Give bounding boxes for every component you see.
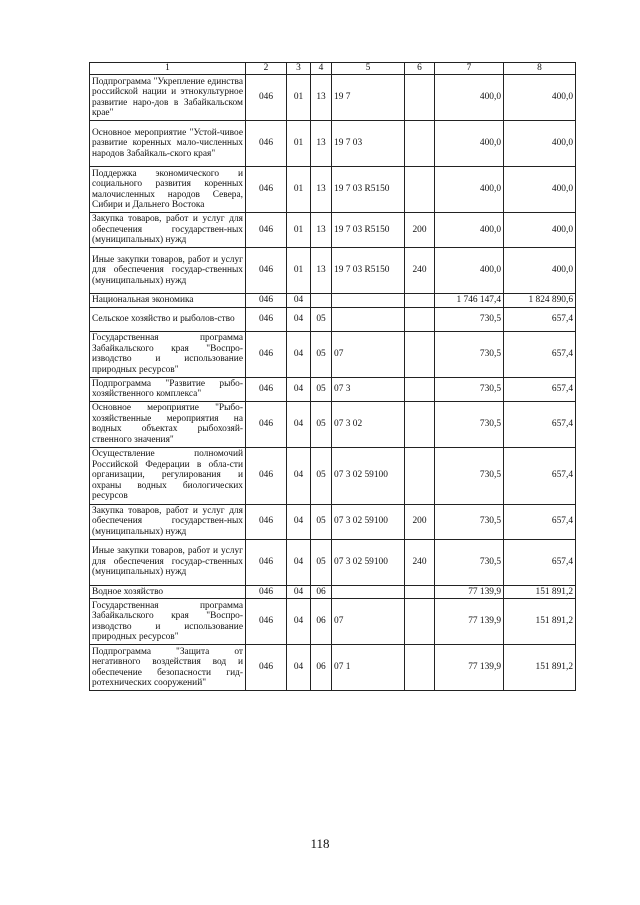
gov-code-cell: 046 [246, 585, 287, 599]
row-name-cell: Основное мероприятие "Рыбо-хозяйственные мероприятия на водных объектах рыбохозяй-ственного значения" [90, 401, 246, 447]
table-row [90, 447, 576, 504]
section-cell: 04 [287, 645, 311, 691]
table-row [90, 377, 576, 401]
header-cell: 6 [405, 63, 435, 75]
amount-year2-cell: 657,4 [504, 504, 576, 539]
table-row [90, 248, 576, 294]
row-name-cell: Подпрограмма "Развитие рыбо-хозяйственного комплекса" [90, 377, 246, 401]
target-code-cell [332, 307, 405, 331]
expense-type-cell: 240 [405, 539, 435, 585]
subsection-cell: 05 [311, 447, 332, 504]
section-cell: 01 [287, 213, 311, 248]
target-code-cell [332, 294, 405, 308]
row-name-cell: Государственная программа Забайкальского края "Воспро-изводство и использование природных ресурсов" [90, 599, 246, 645]
amount-year1-cell: 400,0 [435, 248, 504, 294]
section-cell: 01 [287, 248, 311, 294]
table-row [90, 585, 576, 599]
amount-year1-cell: 1 746 147,4 [435, 294, 504, 308]
target-code-cell: 07 [332, 331, 405, 377]
subsection-cell [311, 294, 332, 308]
table-row [90, 294, 576, 308]
expense-type-cell [405, 307, 435, 331]
amount-year1-cell: 730,5 [435, 401, 504, 447]
row-name-cell: Иные закупки товаров, работ и услуг для обеспечения государ-ственных (муниципальных) нужд [90, 539, 246, 585]
amount-year1-cell: 400,0 [435, 167, 504, 213]
table-row [90, 645, 576, 691]
amount-year1-cell: 730,5 [435, 504, 504, 539]
gov-code-cell: 046 [246, 539, 287, 585]
row-name-cell: Сельское хозяйство и рыболов-ство [90, 307, 246, 331]
subsection-cell: 05 [311, 401, 332, 447]
gov-code-cell: 046 [246, 377, 287, 401]
row-name-cell: Государственная программа Забайкальского края "Воспро-изводство и использование природных ресурсов" [90, 331, 246, 377]
row-name-cell: Водное хозяйство [90, 585, 246, 599]
amount-year2-cell: 151 891,2 [504, 599, 576, 645]
section-cell: 04 [287, 307, 311, 331]
subsection-cell: 13 [311, 213, 332, 248]
row-name-cell: Закупка товаров, работ и услуг для обеспечения государствен-ных (муниципальных) нужд [90, 504, 246, 539]
expense-type-cell: 200 [405, 213, 435, 248]
row-name-cell: Осуществление полномочий Российской Федерации в обла-сти организации, регулирования и охраны водных биологических ресурсов [90, 447, 246, 504]
target-code-cell: 07 1 [332, 645, 405, 691]
amount-year2-cell: 657,4 [504, 331, 576, 377]
header-cell: 4 [311, 63, 332, 75]
expense-type-cell [405, 167, 435, 213]
gov-code-cell: 046 [246, 167, 287, 213]
header-cell: 3 [287, 63, 311, 75]
expense-type-cell [405, 645, 435, 691]
subsection-cell: 05 [311, 307, 332, 331]
amount-year2-cell: 657,4 [504, 447, 576, 504]
expense-type-cell: 240 [405, 248, 435, 294]
expense-type-cell [405, 121, 435, 167]
amount-year1-cell: 730,5 [435, 331, 504, 377]
target-code-cell [332, 585, 405, 599]
expense-type-cell [405, 294, 435, 308]
row-name-cell: Поддержка экономического и социального развития коренных малочисленных народов Севера, Сибири и Дальнего Востока [90, 167, 246, 213]
amount-year2-cell: 657,4 [504, 539, 576, 585]
gov-code-cell: 046 [246, 121, 287, 167]
expense-type-cell [405, 377, 435, 401]
amount-year1-cell: 77 139,9 [435, 585, 504, 599]
section-cell: 01 [287, 75, 311, 121]
target-code-cell: 19 7 03 R5150 [332, 167, 405, 213]
subsection-cell: 05 [311, 504, 332, 539]
expense-type-cell [405, 585, 435, 599]
gov-code-cell: 046 [246, 599, 287, 645]
target-code-cell: 07 3 02 [332, 401, 405, 447]
subsection-cell: 13 [311, 121, 332, 167]
header-cell: 1 [90, 63, 246, 75]
amount-year2-cell: 657,4 [504, 377, 576, 401]
section-cell: 04 [287, 599, 311, 645]
target-code-cell: 19 7 03 R5150 [332, 248, 405, 294]
section-cell: 04 [287, 539, 311, 585]
amount-year2-cell: 400,0 [504, 248, 576, 294]
section-cell: 04 [287, 585, 311, 599]
table-row [90, 307, 576, 331]
section-cell: 04 [287, 401, 311, 447]
table-row [90, 213, 576, 248]
gov-code-cell: 046 [246, 307, 287, 331]
target-code-cell: 07 [332, 599, 405, 645]
gov-code-cell: 046 [246, 75, 287, 121]
subsection-cell: 06 [311, 599, 332, 645]
subsection-cell: 05 [311, 539, 332, 585]
amount-year1-cell: 730,5 [435, 377, 504, 401]
gov-code-cell: 046 [246, 331, 287, 377]
gov-code-cell: 046 [246, 213, 287, 248]
subsection-cell: 05 [311, 377, 332, 401]
table-row [90, 331, 576, 377]
expense-type-cell [405, 331, 435, 377]
row-name-cell: Национальная экономика [90, 294, 246, 308]
expense-type-cell: 200 [405, 504, 435, 539]
table-row [90, 539, 576, 585]
expense-type-cell [405, 75, 435, 121]
section-cell: 04 [287, 504, 311, 539]
amount-year1-cell: 730,5 [435, 307, 504, 331]
header-cell: 7 [435, 63, 504, 75]
row-name-cell: Основное мероприятие "Устой-чивое развитие коренных мало-численных народов Забайкаль-ского края" [90, 121, 246, 167]
target-code-cell: 19 7 [332, 75, 405, 121]
amount-year2-cell: 151 891,2 [504, 585, 576, 599]
gov-code-cell: 046 [246, 248, 287, 294]
amount-year1-cell: 77 139,9 [435, 645, 504, 691]
budget-table [89, 62, 576, 691]
amount-year1-cell: 77 139,9 [435, 599, 504, 645]
section-cell: 04 [287, 377, 311, 401]
target-code-cell: 07 3 02 59100 [332, 504, 405, 539]
page-number: 118 [310, 836, 330, 851]
gov-code-cell: 046 [246, 401, 287, 447]
section-cell: 01 [287, 167, 311, 213]
gov-code-cell: 046 [246, 645, 287, 691]
row-name-cell: Закупка товаров, работ и услуг для обеспечения государствен-ных (муниципальных) нужд [90, 213, 246, 248]
amount-year2-cell: 151 891,2 [504, 645, 576, 691]
row-name-cell: Подпрограмма "Укрепление единства российской нации и этнокультурное развитие наро-дов в Забайкальском крае" [90, 75, 246, 121]
amount-year2-cell: 400,0 [504, 75, 576, 121]
gov-code-cell: 046 [246, 447, 287, 504]
gov-code-cell: 046 [246, 294, 287, 308]
subsection-cell: 06 [311, 585, 332, 599]
expense-type-cell [405, 599, 435, 645]
table-row [90, 504, 576, 539]
amount-year1-cell: 730,5 [435, 539, 504, 585]
amount-year1-cell: 400,0 [435, 75, 504, 121]
subsection-cell: 06 [311, 645, 332, 691]
amount-year1-cell: 400,0 [435, 213, 504, 248]
section-cell: 04 [287, 331, 311, 377]
amount-year2-cell: 657,4 [504, 401, 576, 447]
amount-year2-cell: 400,0 [504, 213, 576, 248]
table-row [90, 75, 576, 121]
expense-type-cell [405, 447, 435, 504]
section-cell: 04 [287, 447, 311, 504]
amount-year2-cell: 400,0 [504, 167, 576, 213]
target-code-cell: 07 3 02 59100 [332, 447, 405, 504]
subsection-cell: 05 [311, 331, 332, 377]
row-name-cell: Иные закупки товаров, работ и услуг для обеспечения государ-ственных (муниципальных) нужд [90, 248, 246, 294]
target-code-cell: 19 7 03 [332, 121, 405, 167]
amount-year1-cell: 400,0 [435, 121, 504, 167]
gov-code-cell: 046 [246, 504, 287, 539]
target-code-cell: 07 3 [332, 377, 405, 401]
header-cell: 5 [332, 63, 405, 75]
table-row [90, 401, 576, 447]
section-cell: 01 [287, 121, 311, 167]
table-header-row [90, 63, 576, 75]
table-row [90, 121, 576, 167]
target-code-cell: 07 3 02 59100 [332, 539, 405, 585]
subsection-cell: 13 [311, 167, 332, 213]
section-cell: 04 [287, 294, 311, 308]
subsection-cell: 13 [311, 75, 332, 121]
table-row [90, 599, 576, 645]
header-cell: 8 [504, 63, 576, 75]
target-code-cell: 19 7 03 R5150 [332, 213, 405, 248]
table-row [90, 167, 576, 213]
amount-year2-cell: 1 824 890,6 [504, 294, 576, 308]
row-name-cell: Подпрограмма "Защита от негативного воздействия вод и обеспечение безопасности гид-ротехнических сооружений" [90, 645, 246, 691]
amount-year1-cell: 730,5 [435, 447, 504, 504]
amount-year2-cell: 400,0 [504, 121, 576, 167]
expense-type-cell [405, 401, 435, 447]
subsection-cell: 13 [311, 248, 332, 294]
header-cell: 2 [246, 63, 287, 75]
amount-year2-cell: 657,4 [504, 307, 576, 331]
